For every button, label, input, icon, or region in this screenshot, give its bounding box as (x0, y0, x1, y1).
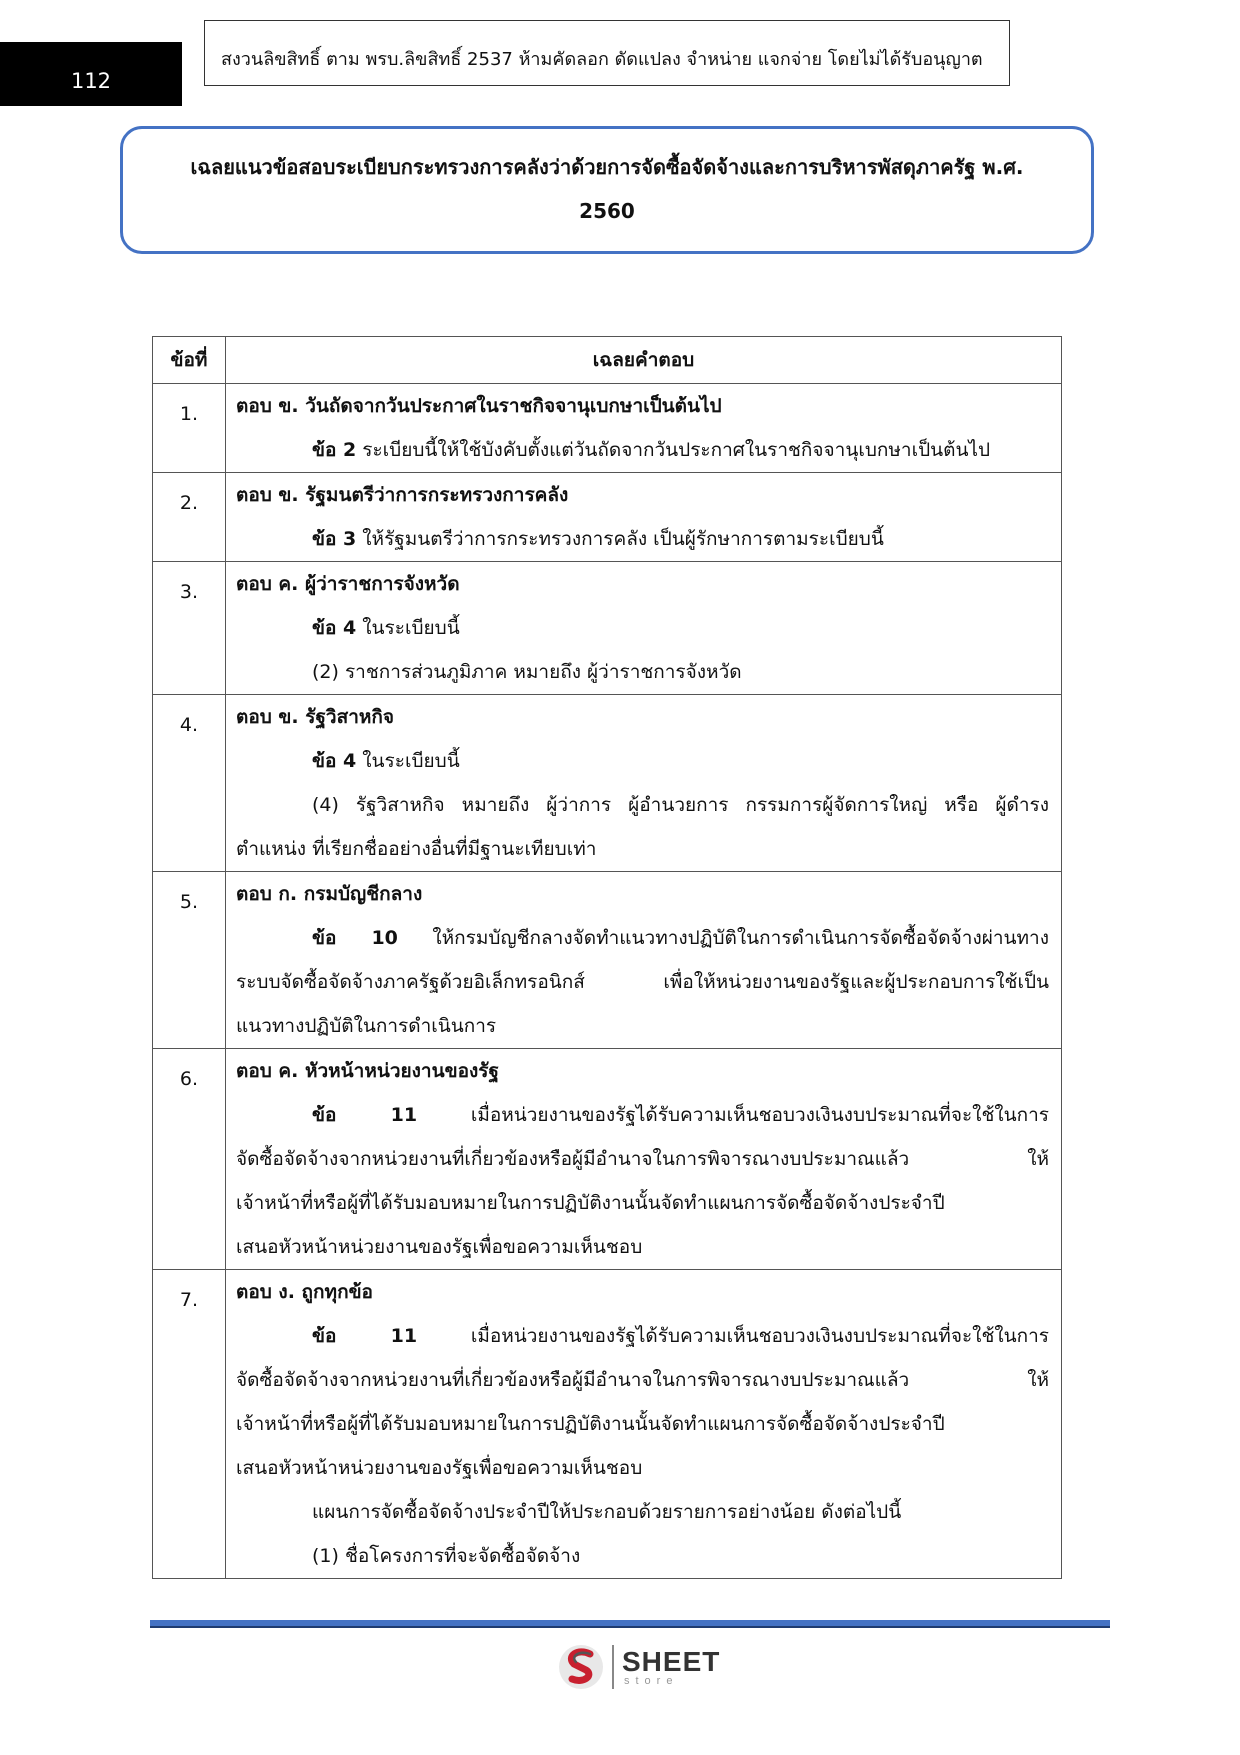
answer-cell (226, 872, 1062, 1049)
explanation-line: ข้อ 3 ให้รัฐมนตรีว่าการกระทรวงการคลัง เป็นผู้รักษาการตามระเบียบนี้ (312, 528, 884, 550)
footer-divider-bar (150, 1620, 1110, 1628)
explanation-line: (4) รัฐวิสาหกิจ หมายถึง ผู้ว่าการ ผู้อำนวยการ กรรมการผู้จัดการใหญ่ หรือ ผู้ดำรง (312, 794, 1049, 816)
logo-subword: store (624, 1674, 679, 1687)
answer-cell (226, 384, 1062, 473)
explanation-line: เจ้าหน้าที่หรือผู้ที่ได้รับมอบหมายในการปฏิบัติงานนั้นจัดทำแผนการจัดซื้อจัดจ้างประจำปี (236, 1192, 945, 1214)
copyright-notice: สงวนลิขสิทธิ์ ตาม พรบ.ลิขสิทธิ์ 2537 ห้ามคัดลอก ดัดแปลง จำหน่าย แจกจ่าย โดยไม่ได้รับอนุญาต (204, 20, 1010, 86)
answer-table (152, 336, 1062, 1579)
explanation-line: ข้อ 11 เมื่อหน่วยงานของรัฐได้รับความเห็นชอบวงเงินงบประมาณที่จะใช้ในการ (312, 1325, 1049, 1347)
table-row (153, 384, 1062, 473)
question-number: 5. (153, 872, 226, 1049)
explanation-line: จัดซื้อจัดจ้างจากหน่วยงานที่เกี่ยวข้องหรือผู้มีอำนาจในการพิจารณางบประมาณแล้ว ให้ (236, 1148, 1049, 1170)
question-number: 3. (153, 562, 226, 695)
section-reference: ข้อ 4 (312, 750, 357, 772)
question-number: 4. (153, 695, 226, 872)
table-row (153, 562, 1062, 695)
section-reference: ข้อ 2 (312, 439, 357, 461)
logo-text (622, 1645, 721, 1687)
document-title-line-2: 2560 (579, 199, 635, 223)
explanation-line: เสนอหัวหน้าหน่วยงานของรัฐเพื่อขอความเห็นชอบ (236, 1236, 643, 1258)
column-header-answer: เฉลยคำตอบ (226, 337, 1062, 384)
table-row (153, 1270, 1062, 1579)
section-reference: ข้อ 3 (312, 528, 357, 550)
question-number: 2. (153, 473, 226, 562)
section-reference: ข้อ 4 (312, 617, 357, 639)
explanation-line: เสนอหัวหน้าหน่วยงานของรัฐเพื่อขอความเห็นชอบ (236, 1457, 643, 1479)
section-reference: ข้อ 10 (312, 927, 398, 949)
question-number: 1. (153, 384, 226, 473)
explanation-line: เจ้าหน้าที่หรือผู้ที่ได้รับมอบหมายในการปฏิบัติงานนั้นจัดทำแผนการจัดซื้อจัดจ้างประจำปี (236, 1413, 945, 1435)
column-header-number: ข้อที่ (153, 337, 226, 384)
answer-cell (226, 1270, 1062, 1579)
explanation-line: (2) ราชการส่วนภูมิภาค หมายถึง ผู้ว่าราชการจังหวัด (312, 661, 742, 683)
answer-cell (226, 562, 1062, 695)
question-number: 7. (153, 1270, 226, 1579)
section-reference: ข้อ 11 (312, 1325, 418, 1347)
answer-cell (226, 473, 1062, 562)
logo-divider (612, 1645, 614, 1689)
section-reference: ข้อ 11 (312, 1104, 418, 1126)
explanation-line: จัดซื้อจัดจ้างจากหน่วยงานที่เกี่ยวข้องหรือผู้มีอำนาจในการพิจารณางบประมาณแล้ว ให้ (236, 1369, 1049, 1391)
answer-cell (226, 695, 1062, 872)
explanation-line: ข้อ 10 ให้กรมบัญชีกลางจัดทำแนวทางปฏิบัติในการดำเนินการจัดซื้อจัดจ้างผ่านทาง (312, 927, 1049, 949)
answer-choice: ตอบ ง. ถูกทุกข้อ (236, 1281, 373, 1303)
explanation-line: แนวทางปฏิบัติในการดำเนินการ (236, 1015, 497, 1037)
explanation-line: ระบบจัดซื้อจัดจ้างภาครัฐด้วยอิเล็กทรอนิกส์ เพื่อให้หน่วยงานของรัฐและผู้ประกอบการใช้เป็น (236, 971, 1049, 993)
explanation-line: ข้อ 4 ในระเบียบนี้ (312, 617, 460, 639)
sheet-store-logo (556, 1640, 726, 1694)
explanation-line: ตำแหน่ง ที่เรียกชื่ออย่างอื่นที่มีฐานะเทียบเท่า (236, 838, 597, 860)
answer-choice: ตอบ ข. วันถัดจากวันประกาศในราชกิจจานุเบกษาเป็นต้นไป (236, 395, 722, 417)
explanation-line: ข้อ 11 เมื่อหน่วยงานของรัฐได้รับความเห็นชอบวงเงินงบประมาณที่จะใช้ในการ (312, 1104, 1049, 1126)
answer-choice: ตอบ ข. รัฐวิสาหกิจ (236, 706, 395, 728)
table-row (153, 695, 1062, 872)
explanation-line: ข้อ 2 ระเบียบนี้ให้ใช้บังคับตั้งแต่วันถัดจากวันประกาศในราชกิจจานุเบกษาเป็นต้นไป (312, 439, 991, 461)
answer-choice: ตอบ ค. ผู้ว่าราชการจังหวัด (236, 573, 460, 595)
page-number: 112 (0, 42, 182, 106)
sheet-store-logo-icon (556, 1642, 606, 1692)
document-title-box (120, 126, 1094, 254)
explanation-line: (1) ชื่อโครงการที่จะจัดซื้อจัดจ้าง (312, 1545, 581, 1567)
table-row (153, 473, 1062, 562)
explanation-line: แผนการจัดซื้อจัดจ้างประจำปีให้ประกอบด้วยรายการอย่างน้อย ดังต่อไปนี้ (312, 1501, 902, 1523)
answer-choice: ตอบ ก. กรมบัญชีกลาง (236, 883, 423, 905)
answer-cell (226, 1049, 1062, 1270)
table-row (153, 1049, 1062, 1270)
table-header-row (153, 337, 1062, 384)
document-title-line-1: เฉลยแนวข้อสอบระเบียบกระทรวงการคลังว่าด้วยการจัดซื้อจัดจ้างและการบริหารพัสดุภาครัฐ พ.ศ. (190, 155, 1024, 179)
answer-choice: ตอบ ข. รัฐมนตรีว่าการกระทรวงการคลัง (236, 484, 569, 506)
table-row (153, 872, 1062, 1049)
answer-choice: ตอบ ค. หัวหน้าหน่วยงานของรัฐ (236, 1060, 499, 1082)
question-number: 6. (153, 1049, 226, 1270)
explanation-line: ข้อ 4 ในระเบียบนี้ (312, 750, 460, 772)
logo-word: SHEET (622, 1645, 721, 1677)
